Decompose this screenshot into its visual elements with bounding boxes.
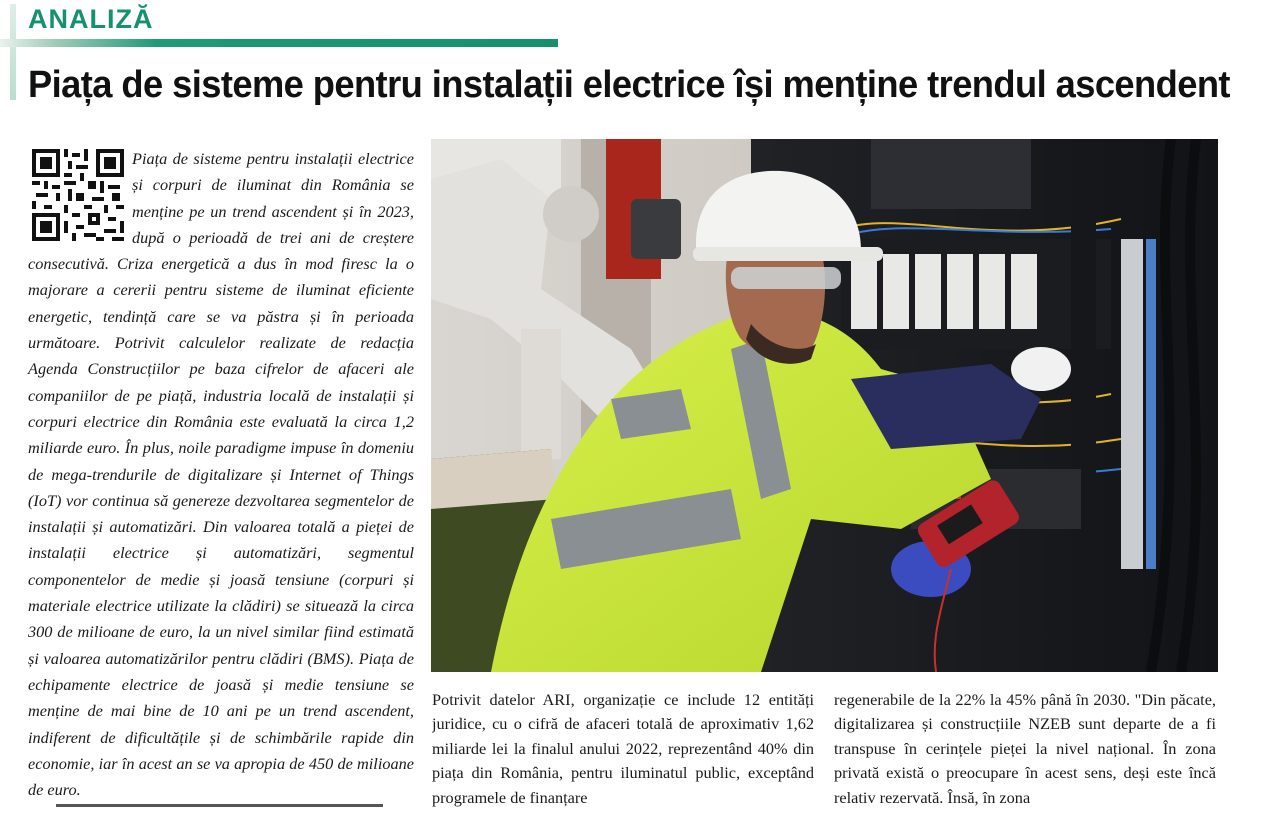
section-underline bbox=[0, 39, 558, 47]
article-headline: Piața de sisteme pentru instalații electrice își menține trendul ascendent bbox=[28, 64, 1230, 106]
article-lead-text: Piața de sisteme pentru instalații electrice și corpuri de iluminat din România se menține pe un trend ascendent și în 2023, după o perioadă de trei ani de creștere consecutivă. Criza energetică a dus în mod firesc la o majorare a cererii pentru sisteme de iluminat eficiente energetic, tendință care se va păstra și în perioada următoare. Potrivit calculelor realizate de redacția Agenda Construcțiilor pe baza cifrelor de afaceri ale companiilor de pe piață, industria locală de instalații și corpuri electrice din România este evaluată la circa 1,2 miliarde euro. În plus, noile paradigme impuse în domeniu de mega-trendurile de digitalizare și Internet of Things (IoT) vor continua să genereze dezvoltarea segmentelor de instalații și automatizări. Din valoarea totală a pieței de instalații electrice și automatizări, segmentul componentelor de medie și joasă tensiune (corpuri și materiale electrice utilizate la clădiri) se situează la circa 300 de milioane de euro, la un nivel similar fiind estimată și valoarea automatizărilor pentru clădiri (BMS). Piața de echipamente electrice de joasă și medie tensiune se menține de mai bine de 10 ani pe un trend ascendent, indiferent de dificultățile și de schimbările rapide din economie, iar în acest an se va apropia de 450 de milioane de euro. bbox=[28, 149, 414, 800]
section-decor-bar bbox=[10, 4, 16, 100]
section-tag: ANALIZĂ bbox=[28, 4, 154, 34]
article-lead bbox=[28, 146, 414, 803]
article-column-2: Potrivit datelor ARI, organizație ce include 12 entități juridice, cu o cifră de afaceri totală de aproximativ 1,62 miliarde lei la finalul anului 2022, reprezentând 40% din piața din România, pentru iluminatul public, exceptând programele de finanțare bbox=[432, 690, 814, 807]
qr-spacer bbox=[28, 146, 128, 242]
lead-divider bbox=[56, 804, 383, 807]
article-column-3: regenerabile de la 22% la 45% până în 2030. "Din păcate, digitalizarea și construcțiile NZEB sunt departe de a fi transpuse în cerințele pieței la nivel național. În zona privată există o preocupare în acest sens, deși este încă relativ rezervată. Însă, în zona bbox=[834, 690, 1216, 807]
electrician-photo bbox=[431, 139, 1218, 672]
